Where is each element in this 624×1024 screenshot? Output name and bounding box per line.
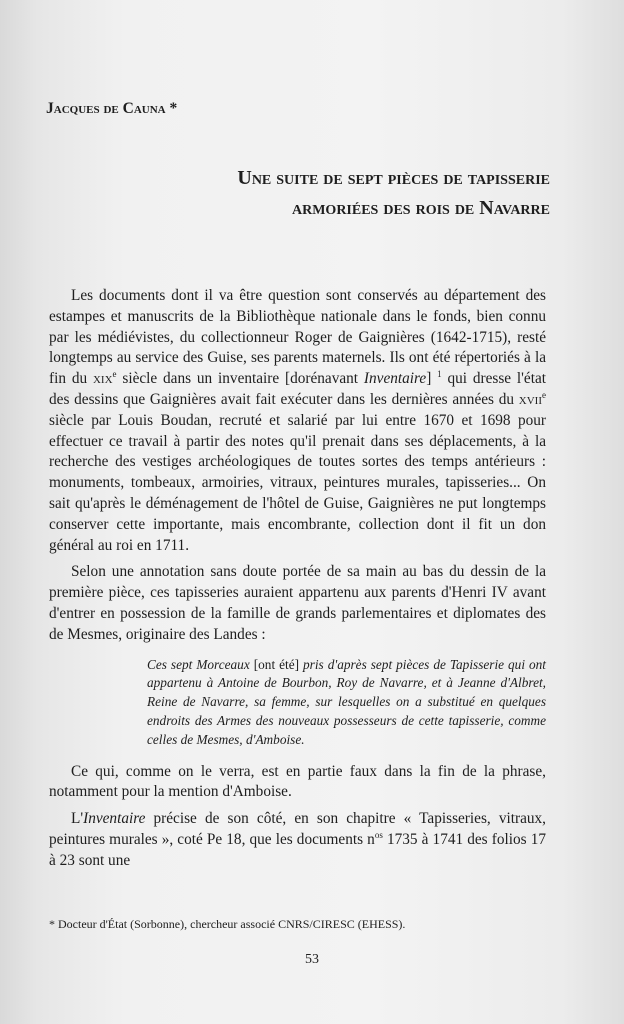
- paragraph-3: Ce qui, comme on le verra, est en partie faux dans la fin de la phrase, notamment pour la mention d'Amboise.: [49, 762, 546, 801]
- quote-part-b: [ont été]: [249, 656, 304, 672]
- quote-part-c: pris d'après sept pièces de Tapisserie qui ont appartenu à Antoine de Bourbon, Roy de Navarre, et à Jeanne d'Albret, Reine de Navarre, sa femme, sur lesquelles on a substitué en quelques endroits des Armes des nouveaux possesseurs de cette tapisserie, comme celles de Mesmes, d'Amboise.: [147, 656, 546, 747]
- p4-text-b: précise de son côté, en son chapitre « Tapisseries, vitraux, peintures murales », coté Pe 18, que les documents n: [49, 810, 546, 848]
- p4-text-c: 1735 à 1741 des folios 17 à 23 sont une: [49, 830, 546, 869]
- p1-century-xvii: xvii: [518, 390, 542, 408]
- title-line-1: Une suite de sept pièces de tapisserie: [237, 167, 550, 189]
- p1-text-b: siècle dans un inventaire [dorénavant: [116, 370, 364, 388]
- paragraph-4: [49, 809, 546, 871]
- p1-inventaire: Inventaire: [363, 370, 427, 388]
- article-title: [130, 163, 550, 223]
- paragraph-1: Les documents dont il va être question sont conservés au département des estampes et manuscrits de la Bibliothèque nationale dans le fonds, bien connu par les médiévistes, du collectionneur Roger de Gaignières (1642-1715), resté longtemps au service des Guise, ses parents maternels. Ils ont été répertoriés à la fin du xix$^e$ siècle dans un inventaire [dorénavant Inventaire] $^1$ qui dresse l'état des dessins que Gaignières avait fait exécuter dans les dernières années du xvii$^e$ siècle par Louis Boudan, recruté et salarié par lui entre 1670 et 1698 pour effectuer ce travail à partir des notes qu'il prenait dans ses déplacements, à la recherche des vestiges archéologiques de toutes sortes des temps antérieurs : monuments, tombeaux, armoiries, vitraux, peintures murales, tapisseries... On sait qu'après le déménagement de l'hôtel de Guise, Gaignières ne put longtemps conserver cette importante, mais encombrante, collection dont il fit un don général au roi en 1711.: [49, 287, 546, 554]
- p4-text-a: L': [71, 810, 84, 828]
- p1-text-c: qui dresse l'état des dessins que Gaignières avait fait exécuter dans les dernières années du: [49, 370, 546, 408]
- p1-century-xix-sup: e: [112, 369, 117, 380]
- block-quote: [49, 656, 546, 750]
- footnote-ref-1: 1: [437, 369, 442, 380]
- title-line-2: armoriées des rois de Navarre: [292, 197, 550, 219]
- author-name: Jacques de Cauna *: [46, 100, 178, 117]
- p4-inventaire: Inventaire: [83, 810, 146, 828]
- p1-century-xix: xix: [92, 370, 113, 388]
- page-number: 53: [305, 952, 319, 967]
- footnote: * Docteur d'État (Sorbonne), chercheur associé CNRS/CIRESC (EHESS).: [49, 917, 406, 931]
- p1-century-xvii-sup: e: [542, 389, 546, 400]
- article-body: [49, 286, 546, 872]
- p4-numero-sup: os: [374, 829, 383, 840]
- paragraph-2: Selon une annotation sans doute portée de sa main au bas du dessin de la première pièce, ces tapisseries auraient appartenu aux parents d'Henri IV avant d'entrer en possession de la famille de grands parlementaires et diplomates des de Mesmes, originaire des Landes :: [49, 563, 546, 643]
- p1-text-a: Les documents dont il va être question sont conservés au département des estampes et manuscrits de la Bibliothèque nationale dans le fonds, bien connu par les médiévistes, du collectionneur Roger de Gaignières (1642-1715), resté longtemps au service des Guise, ses parents maternels. Ils ont été répertoriés à la fin du: [49, 287, 546, 388]
- p1-text-d: siècle par Louis Boudan, recruté et salarié par lui entre 1670 et 1698 pour effectuer ce travail à partir des notes qu'il prenait dans ses déplacements, à la recherche des vestiges archéologiques de toutes sortes des temps antérieurs : monuments, tombeaux, armoiries, vitraux, peintures murales, tapisseries... On sait qu'après le déménagement de l'hôtel de Guise, Gaignières ne put longtemps conserver cette importante, mais encombrante, collection dont il fit un don général au roi en 1711.: [49, 411, 546, 554]
- quote-part-a: Ces sept Morceaux: [147, 656, 250, 672]
